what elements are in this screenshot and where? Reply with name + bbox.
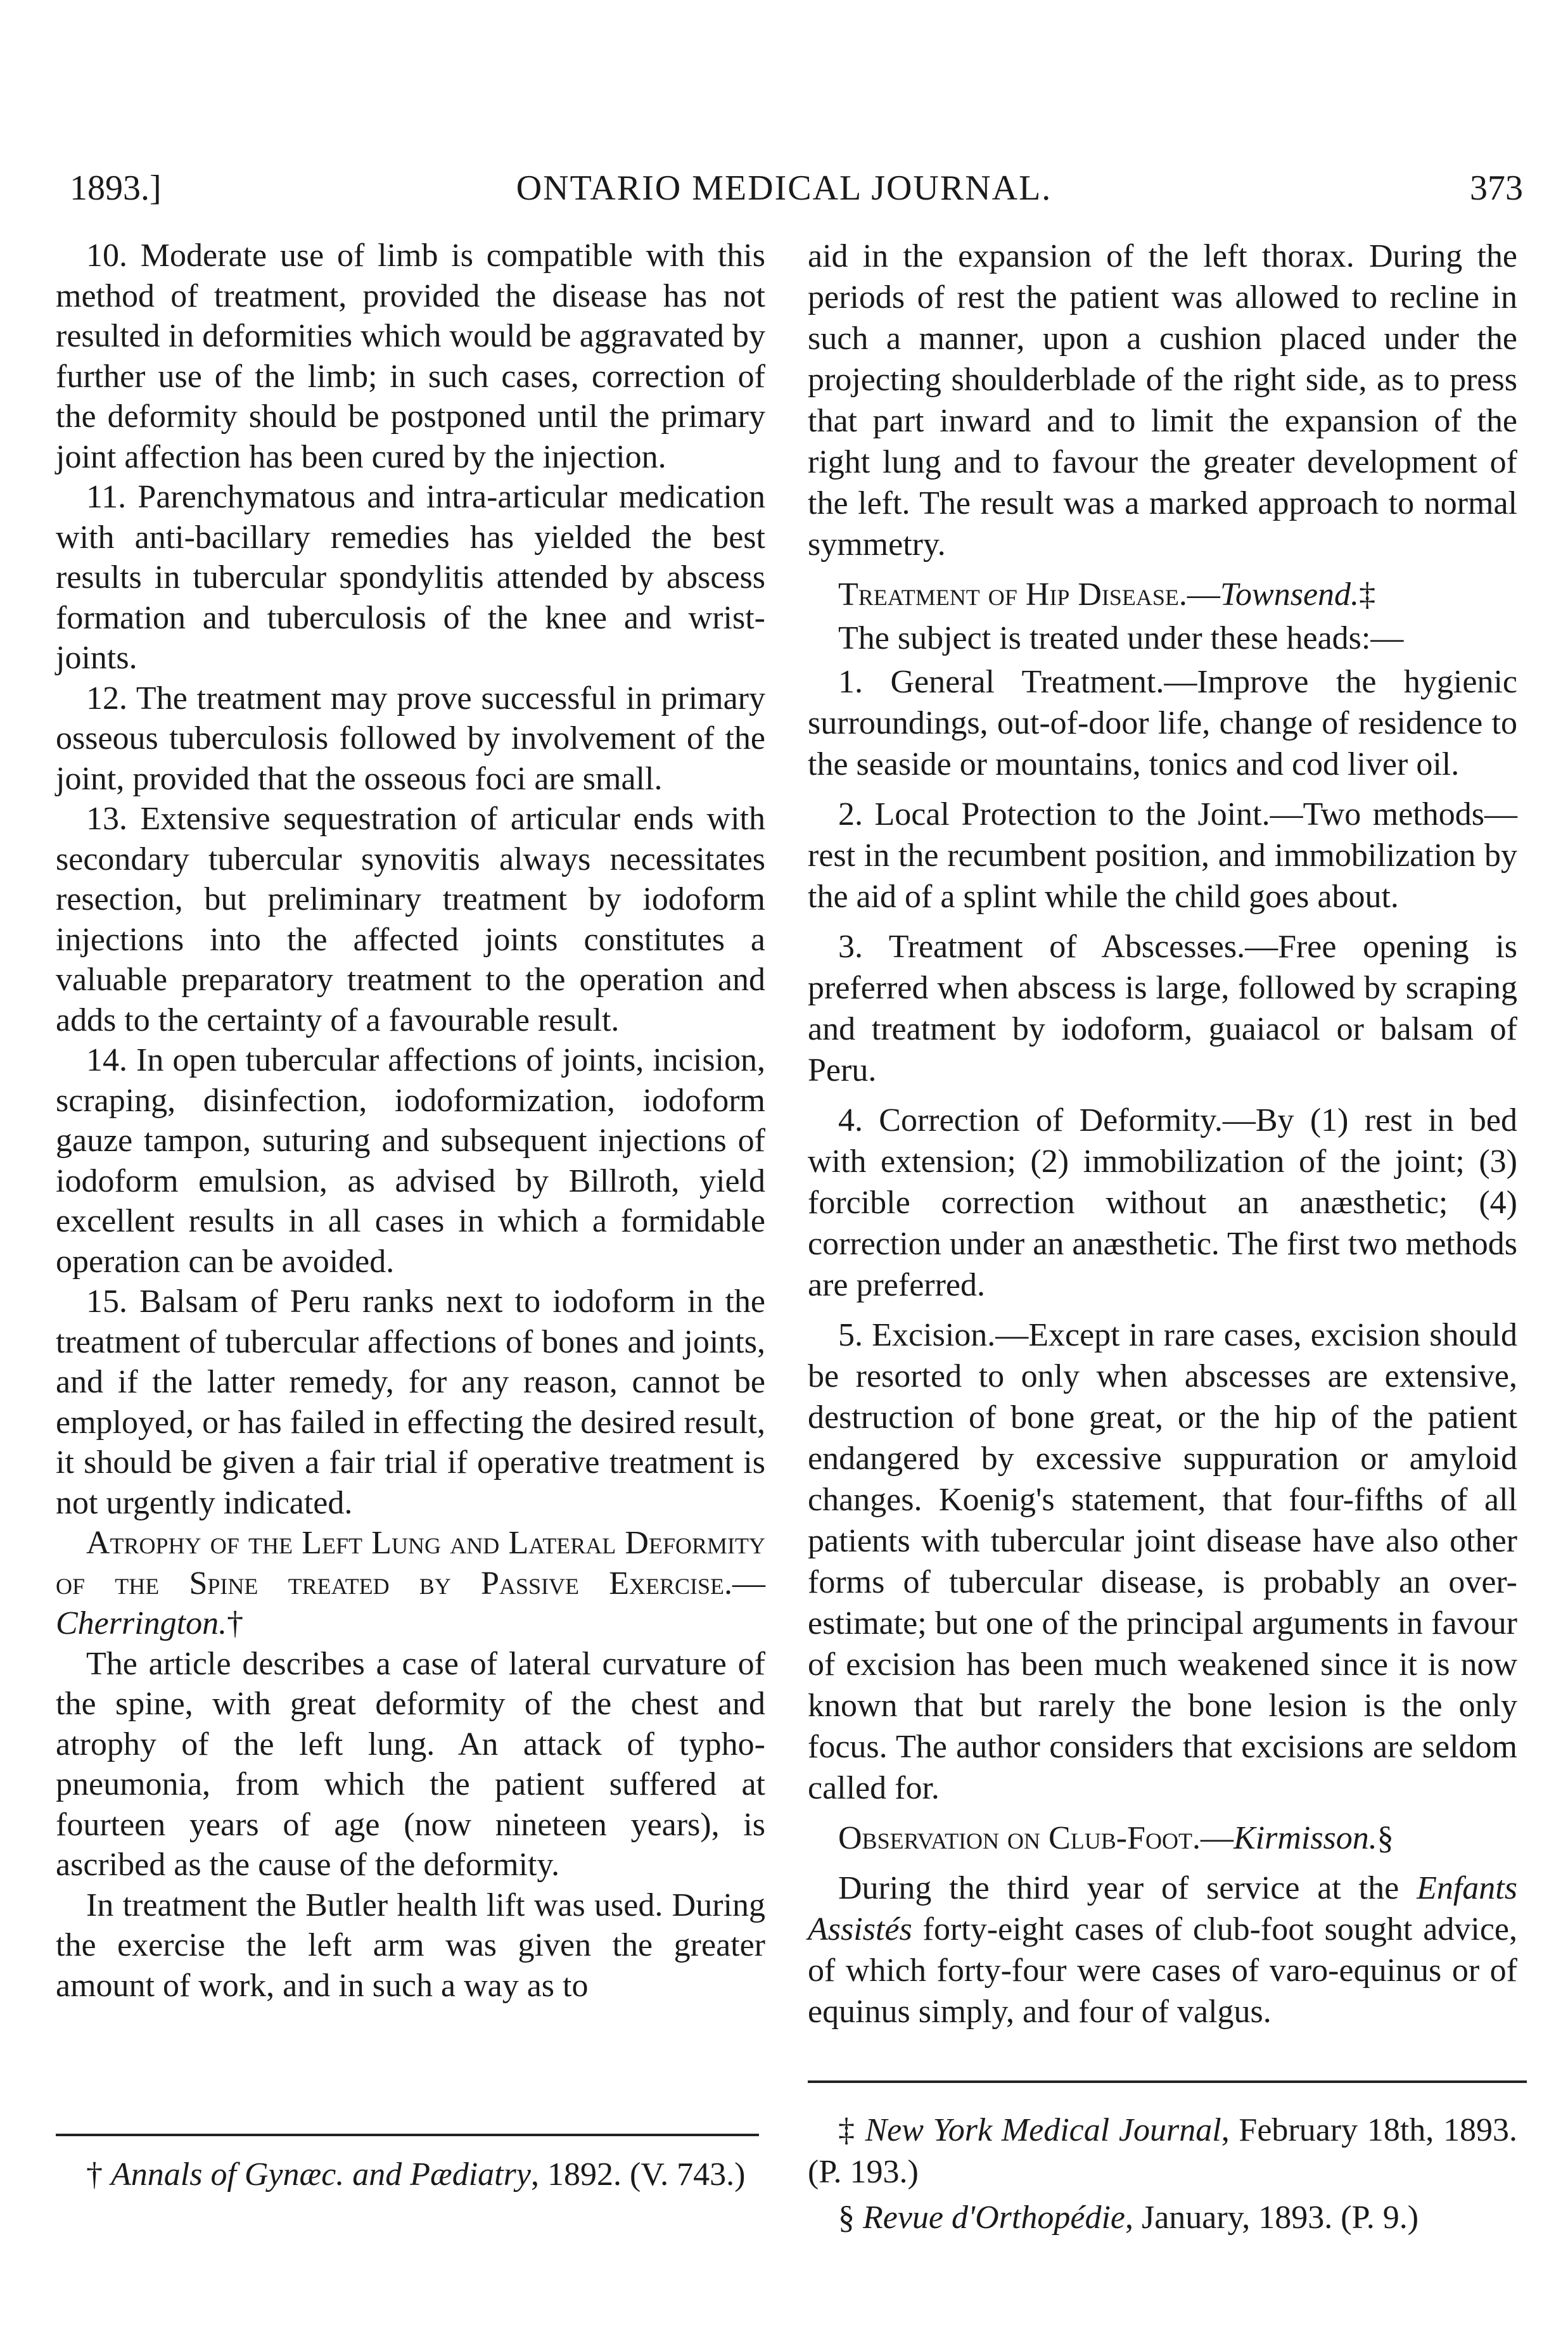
footnote-divider-right <box>808 2080 1527 2083</box>
footnote-dagger <box>56 2154 765 2196</box>
footnote-section <box>808 2197 1517 2239</box>
footnote-ref: † <box>227 1605 244 1641</box>
footnotes-right <box>808 2110 1517 2243</box>
text: forty-eight cases of club-foot sought advice, of which forty-four were cases of varo-equinus or of equinus simply, and four of valgus. <box>808 1911 1517 2030</box>
paragraph-13: 13. Extensive sequestration of articular ends with secondary tubercular synovitis always necessitates resection, but preliminary treatment by iodoform injections into the affected joints constitutes a valuable preparatory treatment to the operation and adds to the certainty of a favourable result. <box>56 801 765 1038</box>
journal-title: ONTARIO MEDICAL JOURNAL. <box>516 169 1052 208</box>
paragraph: The article describes a case of lateral curvature of the spine, with great deformity of the chest and atrophy of the left lung. An attack of typho-pneumonia, from which the patient suffered at fourteen years of age (now nineteen years), is ascribed as the cause of the deformity. <box>56 1645 765 1883</box>
right-column <box>808 236 1517 2041</box>
footnote-double-dagger <box>808 2110 1517 2193</box>
paragraph-11: 11. Parenchymatous and intra-articular medication with anti-bacillary remedies has yielded the best results in tubercular spondylitis attended by abscess formation and tuberculosis of the knee and wrist-joints. <box>56 479 765 676</box>
footnote-ref: § <box>1377 1820 1394 1856</box>
hip-item-4: 4. Correction of Deformity.—By (1) rest in bed with extension; (2) immobilization of the joint; (3) forcible correction without an anæsthetic; (4) correction under an anæsthetic. The first two methods are preferred. <box>808 1102 1517 1303</box>
hip-item-3: 3. Treatment of Abscesses.—Free opening is preferred when abscess is large, followed by scraping and treatment by iodoform, guaiacol or balsam of Peru. <box>808 929 1517 1088</box>
text: During the third year of service at the <box>838 1870 1417 1906</box>
hip-item-5: 5. Excision.—Except in rare cases, excision should be resorted to only when abscesses are extensive, destruction of bone great, or the hip of the patient endangered by excessive suppuration or amyloid changes. Koenig's statement, that four-fifths of all patients with tubercular joint disease have also other forms of tubercular disease, is probably an over-estimate; but one of the principal arguments in favour of excision has been much weakened since it is now known that but rarely the bone lesion is the only focus. The author considers that excisions are seldom called for. <box>808 1317 1517 1806</box>
footnote-source: Revue d'Orthopédie <box>863 2200 1125 2236</box>
paragraph-12: 12. The treatment may prove successful in primary osseous tuberculosis followed by involvement of the joint, provided that the osseous foci are small. <box>56 680 765 797</box>
section-heading-hip <box>808 574 1517 615</box>
heading-title: Atrophy of the Left Lung and Lateral Deformity of the Spine treated by Passive Exercise.— <box>56 1525 765 1602</box>
hip-item-1: 1. General Treatment.—Improve the hygienic surroundings, out-of-door life, change of residence to the seaside or mountains, tonics and cod liver oil. <box>808 664 1517 782</box>
footnotes-left <box>56 2154 765 2196</box>
hip-item-2: 2. Local Protection to the Joint.—Two methods—rest in the recumbent position, and immobilization by the aid of a splint while the child goes about. <box>808 796 1517 915</box>
paragraph: In treatment the Butler health lift was used. During the exercise the left arm was given the greater amount of work, and in such a way as to <box>56 1887 765 2004</box>
running-head-year: 1893.] <box>70 169 162 208</box>
footnote-mark: ‡ <box>838 2112 856 2148</box>
paragraph-14: 14. In open tubercular affections of joints, incision, scraping, disinfection, iodoformization, iodoform gauze tampon, suturing and subsequent injections of iodoform emulsion, as advised by Billroth, yield excellent results in all cases in which a formidable operation can be avoided. <box>56 1042 765 1280</box>
footnote-source: New York Medical Journal <box>865 2112 1221 2148</box>
footnote-details: , 1892. (V. 743.) <box>530 2156 746 2193</box>
footnote-mark: † <box>86 2156 103 2193</box>
footnote-details: , February 18th, 1893. (P. 193.) <box>808 2112 1518 2190</box>
section-heading-club-foot <box>808 1818 1517 1859</box>
footnote-details: , January, 1893. (P. 9.) <box>1125 2200 1419 2236</box>
heading-author: Townsend. <box>1220 576 1360 613</box>
heading-title: Observation on Club-Foot.— <box>838 1820 1233 1856</box>
heading-title: Treatment of Hip Disease.— <box>838 576 1220 613</box>
footnote-ref: ‡ <box>1359 576 1376 613</box>
heading-author: Kirmisson. <box>1233 1820 1377 1856</box>
left-column <box>56 236 765 2006</box>
page-number: 373 <box>1470 169 1523 208</box>
paragraph-15: 15. Balsam of Peru ranks next to iodoform in the treatment of tubercular affections of bones and joints, and if the latter remedy, for any reason, cannot be employed, or has failed in effecting the desired result, it should be given a fair trial if operative treatment is not urgently indicated. <box>56 1283 765 1521</box>
footnote-source: Annals of Gynæc. and Pædiatry <box>111 2156 531 2193</box>
footnote-mark: § <box>838 2200 855 2236</box>
heading-author: Cherrington. <box>56 1605 227 1641</box>
hip-intro: The subject is treated under these heads:— <box>838 620 1404 656</box>
continuation-paragraph: aid in the expansion of the left thorax. During the periods of rest the patient was allowed to recline in such a manner, upon a cushion placed under the projecting shoulderblade of the right side, as to press that part inward and to limit the expansion of the right lung and to favour the greater development of the left. The result was a marked approach to normal symmetry. <box>808 238 1517 563</box>
footnote-divider-left <box>56 2134 759 2136</box>
club-foot-paragraph <box>808 1868 1517 2032</box>
italic-text: Enfants Assistés <box>808 1870 1517 1947</box>
paragraph-10: 10. Moderate use of limb is compatible with this method of treatment, provided the disease has not resulted in deformities which would be aggravated by further use of the limb; in such cases, correction of the deformity should be postponed until the primary joint affection has been cured by the injection. <box>56 238 765 475</box>
section-heading-atrophy <box>56 1523 765 1644</box>
